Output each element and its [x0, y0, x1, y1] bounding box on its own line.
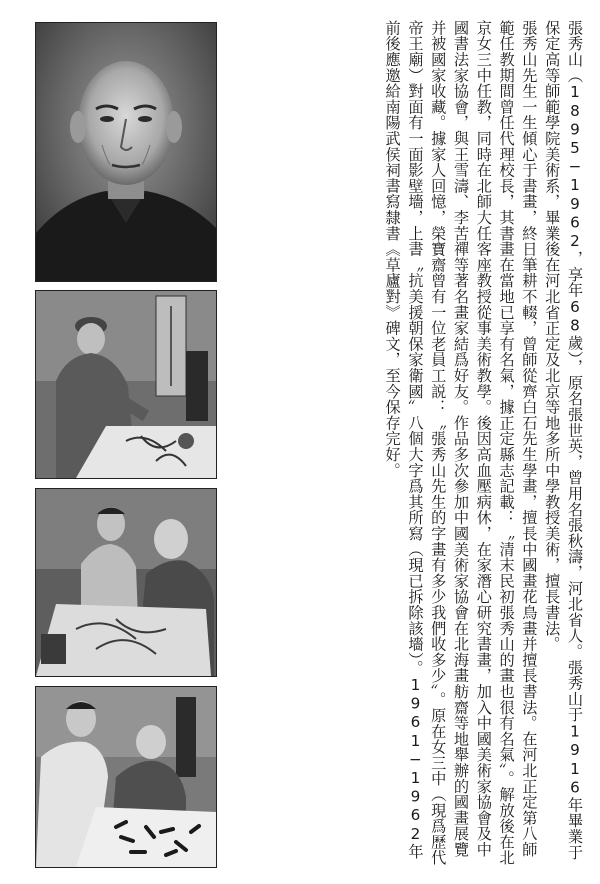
portrait-photo — [35, 22, 217, 282]
article-text — [236, 20, 586, 870]
painting-with-companion-photo — [35, 488, 217, 677]
article-paragraph-1: 張秀山（1895−1962，享年68歲），原名張世英，曾用名張秋濤，河北省人。張秀山于1916年畢業于保定高等師範學院美術系，畢業後在河北省正定及北京等地多所中學教授美術，擅長書法。 — [543, 20, 584, 861]
article-paragraph-2: 張秀山先生一生傾心于書畫，終日筆耕不輟，曾師從齊白石先生學畫，擅長中國畫花鳥畫并擅長書法。在河北正定第八師範任教期間曾任代理校長，其書畫在當地已享有名氣，據正定縣志記載：〝清末民初張秀山的畫也很有名氣〞。解放後在北京女三中任教，同時在北師大任客座教授從事美術教學。後因高血壓病休，在家潛心研究書畫，加入中國美術家協會及中國書法家協會，與王雪濤、李苦禪等著名畫家結爲好友。作品多次參加中國美術家協會在北海畫舫齋等地舉辦的國畫展覽并被國家收藏。據家人回憶，榮寶齋曾有一位老員工説：〝張秀山先生的字畫有多少我們收多少〞。原在女三中（現爲歷代帝王廟）對面有一面影壁墻，上書〝抗美援朝保家衛國〞八個大字爲其所寫（現已拆除該墻）。1961−1962年前後應邀給南陽武侯祠書寫隸書《草廬對》碑文，至今保存完好。 — [383, 20, 539, 866]
painting-at-desk-photo — [35, 290, 217, 479]
calligraphy-writing-photo — [35, 686, 217, 868]
